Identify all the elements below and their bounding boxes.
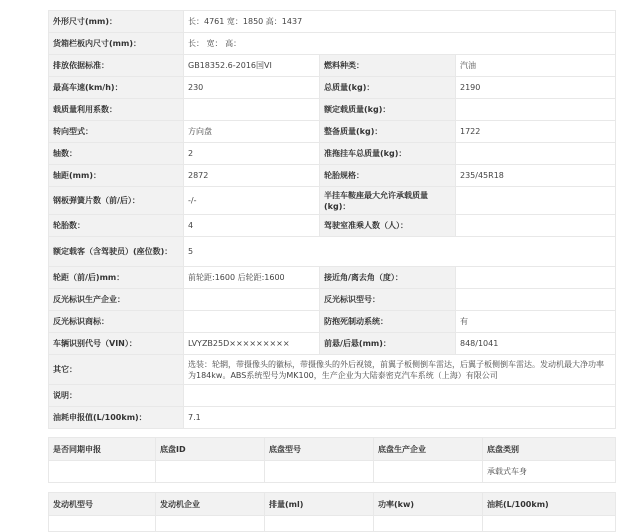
track-value: 前轮距:1600 后轮距:1600 <box>184 267 320 289</box>
overhang-label: 前悬/后悬(mm)： <box>320 333 456 355</box>
steering-value: 方向盘 <box>184 121 320 143</box>
spec-row-spring <box>49 187 616 215</box>
emission-label: 排放依据标准： <box>49 55 184 77</box>
engine-table <box>48 492 616 532</box>
rated-load-label: 额定载质量(kg)： <box>320 99 456 121</box>
vin-value: LVYZB25D××××××××× <box>184 333 320 355</box>
saddle-value <box>456 187 616 215</box>
trailer-mass-value <box>456 143 616 165</box>
emission-value: GB18352.6-2016国VI <box>184 55 320 77</box>
reflector-brand-value <box>184 311 320 333</box>
chassis-id-value <box>156 461 265 483</box>
outer-size-label: 外形尺寸(mm)： <box>49 11 184 33</box>
engine-maker-value <box>156 516 265 532</box>
fuel-consumption-value: 7.1 <box>184 407 616 429</box>
engine-displacement-value <box>265 516 374 532</box>
engine-header-maker: 发动机企业 <box>156 493 265 516</box>
engine-header-row <box>49 493 616 516</box>
spring-label: 钢板弹簧片数（前/后）： <box>49 187 184 215</box>
trailer-mass-label: 准拖挂车总质量(kg)： <box>320 143 456 165</box>
engine-fuel-value <box>483 516 616 532</box>
spec-row-brand <box>49 311 616 333</box>
other-value: 选装：轮辋，带摄像头的徽标，带摄像头的外后视镜，前翼子板侧倒车雷达，后翼子板侧倒车雷达。发动机最大净功率为184kw。ABS系统型号为MK100，生产企业为大陆泰密克汽车系统（上海）有限公司 <box>184 355 616 385</box>
reflector-maker-label: 反光标识生产企业： <box>49 289 184 311</box>
chassis-concurrent-value <box>49 461 156 483</box>
chassis-header-model: 底盘型号 <box>265 438 374 461</box>
abs-label: 防抱死制动系统： <box>320 311 456 333</box>
spec-row-load <box>49 99 616 121</box>
approach-value <box>456 267 616 289</box>
chassis-category-value: 承载式车身 <box>483 461 616 483</box>
spec-row-note <box>49 385 616 407</box>
spec-row-fuel-consumption <box>49 407 616 429</box>
cab-seats-value <box>456 215 616 237</box>
tire-value: 235/45R18 <box>456 165 616 187</box>
chassis-table <box>48 437 616 483</box>
outer-size-value: 长：4761 宽：1850 高：1437 <box>184 11 616 33</box>
other-label: 其它： <box>49 355 184 385</box>
engine-data-row <box>49 516 616 532</box>
note-value <box>184 385 616 407</box>
total-mass-label: 总质量(kg)： <box>320 77 456 99</box>
spec-row-passengers <box>49 237 616 267</box>
engine-header-power: 功率(kw) <box>374 493 483 516</box>
engine-header-fuel: 油耗(L/100km) <box>483 493 616 516</box>
chassis-header-concurrent: 是否同期申报 <box>49 438 156 461</box>
spring-value: -/- <box>184 187 320 215</box>
steering-label: 转向型式： <box>49 121 184 143</box>
spec-row-cargo-size <box>49 33 616 55</box>
engine-power-value <box>374 516 483 532</box>
spec-row-axles <box>49 143 616 165</box>
rated-passengers-label: 额定载客（含驾驶员）(座位数)： <box>49 237 184 267</box>
engine-header-model: 发动机型号 <box>49 493 156 516</box>
spec-row-other <box>49 355 616 385</box>
cargo-size-value: 长： 宽： 高： <box>184 33 616 55</box>
cargo-size-label: 货箱栏板内尺寸(mm)： <box>49 33 184 55</box>
fuel-value: 汽油 <box>456 55 616 77</box>
overhang-value: 848/1041 <box>456 333 616 355</box>
tire-label: 轮胎规格： <box>320 165 456 187</box>
chassis-header-id: 底盘ID <box>156 438 265 461</box>
approach-label: 接近角/离去角（度）： <box>320 267 456 289</box>
reflector-maker-value <box>184 289 320 311</box>
chassis-header-maker: 底盘生产企业 <box>374 438 483 461</box>
fuel-label: 燃料种类： <box>320 55 456 77</box>
load-util-label: 载质量利用系数： <box>49 99 184 121</box>
max-speed-value: 230 <box>184 77 320 99</box>
abs-value: 有 <box>456 311 616 333</box>
spec-row-wheelbase <box>49 165 616 187</box>
chassis-model-value <box>265 461 374 483</box>
tires-count-label: 轮胎数： <box>49 215 184 237</box>
wheelbase-label: 轴距(mm)： <box>49 165 184 187</box>
curb-mass-label: 整备质量(kg)： <box>320 121 456 143</box>
spec-row-tires <box>49 215 616 237</box>
spec-row-speed <box>49 77 616 99</box>
cab-seats-label: 驾驶室准乘人数（人）： <box>320 215 456 237</box>
spec-row-vin <box>49 333 616 355</box>
reflector-model-value <box>456 289 616 311</box>
chassis-data-row <box>49 461 616 483</box>
tires-count-value: 4 <box>184 215 320 237</box>
spec-row-steering <box>49 121 616 143</box>
axles-value: 2 <box>184 143 320 165</box>
curb-mass-value: 1722 <box>456 121 616 143</box>
note-label: 说明： <box>49 385 184 407</box>
fuel-consumption-label: 油耗申报值(L/100km)： <box>49 407 184 429</box>
total-mass-value: 2190 <box>456 77 616 99</box>
engine-model-value <box>49 516 156 532</box>
spec-row-emission <box>49 55 616 77</box>
max-speed-label: 最高车速(km/h)： <box>49 77 184 99</box>
track-label: 轮距（前/后)mm： <box>49 267 184 289</box>
rated-passengers-value: 5 <box>184 237 616 267</box>
load-util-value <box>184 99 320 121</box>
vin-label: 车辆识别代号（VIN）： <box>49 333 184 355</box>
spec-row-track <box>49 267 616 289</box>
reflector-brand-label: 反光标识商标： <box>49 311 184 333</box>
spec-row-outer-size <box>49 11 616 33</box>
reflector-model-label: 反光标识型号： <box>320 289 456 311</box>
axles-label: 轴数： <box>49 143 184 165</box>
vehicle-spec-table <box>48 10 616 429</box>
wheelbase-value: 2872 <box>184 165 320 187</box>
chassis-header-category: 底盘类别 <box>483 438 616 461</box>
chassis-header-row <box>49 438 616 461</box>
spec-row-reflector <box>49 289 616 311</box>
rated-load-value <box>456 99 616 121</box>
engine-header-displacement: 排量(ml) <box>265 493 374 516</box>
saddle-label: 半挂车鞍座最大允许承载质量(kg)： <box>320 187 456 215</box>
chassis-maker-value <box>374 461 483 483</box>
